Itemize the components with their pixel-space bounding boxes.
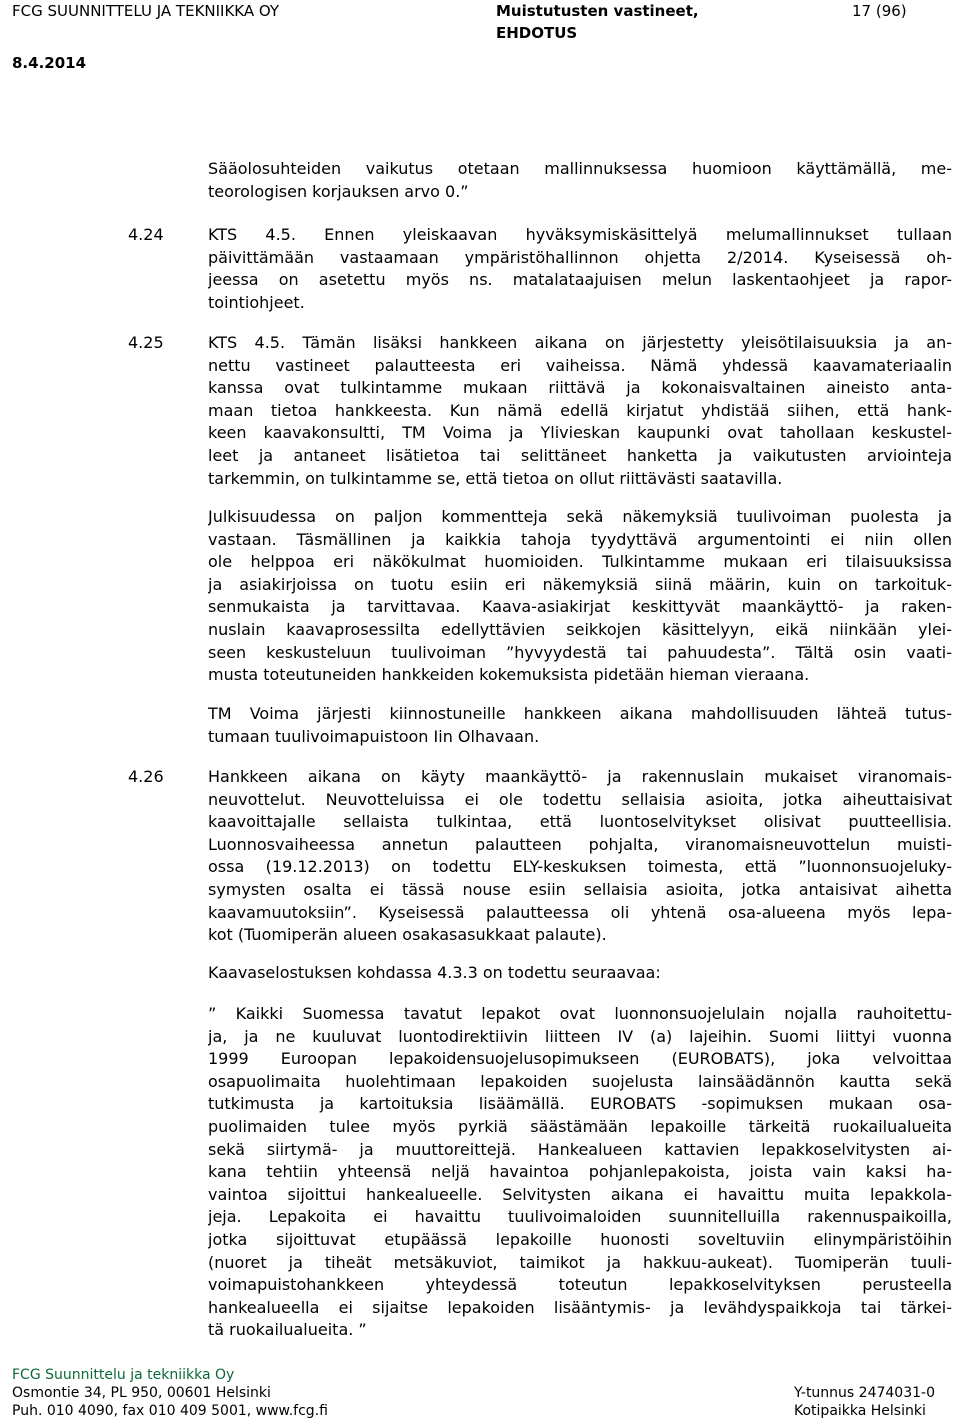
text-line: puolimaiden tulee myös pyrkiä säästämään lepakoille tärkeitä ruokailualueita: [208, 1116, 952, 1136]
intro-paragraph: [208, 158, 952, 203]
text-line: nuslain kaavaprosessilta edellyttävien seikkojen käsittelyyn, eikä niinkään ylei-: [208, 619, 952, 639]
text-line: vaintoa sijoittui hankealueelle. Selvitysten aikana ei havaittu muita lepakkola-: [208, 1184, 952, 1204]
text-line: (nuoret ja tiheät metsäkuviot, taimikot ja hakkuu-aukeat). Tuomiperän tuuli-: [208, 1252, 952, 1272]
text-line: voimapuistohankkeen yhteydessä toteutun lepakkoselvityksen perusteella: [208, 1275, 952, 1295]
section-4-26-quote: [208, 1003, 952, 1342]
text-line: KTS 4.5. Tämän lisäksi hankkeen aikana on järjestetty yleisötilaisuuksia ja an-: [208, 333, 952, 352]
text-line: kanssa ovat tulkintamme mukaan riittävä ja kokonaisvaltainen aineisto anta-: [208, 378, 952, 398]
text-line: nettu vastineet palautteesta eri vaiheissa. Nämä yhdessä kaavamateriaalin: [208, 355, 952, 375]
text-line: musta toteutuneiden hankkeiden kokemuksista pidetään hieman vieraana.: [208, 665, 810, 685]
footer-business-id: Y-tunnus 2474031-0: [794, 1385, 935, 1401]
text-line: tointiohjeet.: [208, 292, 305, 312]
text-line: ja asiakirjoissa on tuotu esiin eri näkemyksiä siinä määrin, kuin on tarkoituk-: [208, 574, 952, 594]
footer-domicile: Kotipaikka Helsinki: [794, 1403, 926, 1419]
text-line: ja, ja ne kuuluvat luontodirektiivin liitteen IV (a) lajeihin. Suomi liittyi vuonna: [208, 1026, 952, 1046]
text-line: tumaan tuulivoimapuistoon Iin Olhavaan.: [208, 726, 540, 746]
text-line: jotka sijoittuvat etupäässä lepakoille huonosti soveltuviin elinympäristöihin: [208, 1229, 952, 1249]
text-line: jeessa on asetettu myös ns. matalataajuisen melun laskentaohjeet ja rapor-: [208, 270, 952, 290]
text-line: Julkisuudessa on paljon kommentteja sekä näkemyksiä tuulivoiman puolesta ja: [208, 507, 952, 526]
section-number-4-26: 4.26: [128, 767, 164, 786]
header-title-line2: EHDOTUS: [496, 24, 578, 42]
text-line: jeja. Lepakoita ei havaittu tuulivoimaloiden suunnitelluilla rakennuspaikoilla,: [208, 1207, 952, 1227]
text-line: senmukaista ja tarvittavaa. Kaava-asiakirjat keskittyvät maankäyttö- ja raken-: [208, 597, 952, 617]
text-line: osapuolimaita huolehtimaan lepakoiden suojelusta lainsäädännön kautta sekä: [208, 1071, 952, 1091]
text-line: kot (Tuomiperän alueen osakasasukkaat palaute).: [208, 925, 607, 945]
footer-company: FCG Suunnittelu ja tekniikka Oy: [12, 1367, 235, 1383]
section-4-26-paragraph-2: [208, 962, 952, 985]
text-line: kaavoittajalle sellaista tulkintaa, että luontoselvitykset olisivat puutteellisia.: [208, 812, 952, 832]
text-line: leet ja antaneet lisätietoa tai selittäneet hanketta ja vaikutusten arviointeja: [208, 445, 952, 465]
text-line: ” Kaikki Suomessa tavatut lepakot ovat luonnonsuojelulain nojalla rauhoitettu-: [208, 1004, 952, 1023]
text-line: kaavamuutoksiin”. Kyseisessä palautteessa oli yhtenä osa-alueena myös lepa-: [208, 902, 952, 922]
section-4-24-paragraph: [208, 224, 952, 314]
text-line: 1999 Euroopan lepakoidensuojelusopimukseen (EUROBATS), joka velvoittaa: [208, 1049, 952, 1069]
text-line: tutkimusta ja kartoituksia lisäämällä. EUROBATS -sopimuksen mukaan osa-: [208, 1094, 952, 1114]
text-line: päivittämään vastaamaan ympäristöhallinnon ohjetta 2/2014. Kyseisessä oh-: [208, 247, 952, 267]
text-line: KTS 4.5. Ennen yleiskaavan hyväksymiskäsittelyä melumallinnukset tullaan: [208, 225, 952, 244]
footer-address: Osmontie 34, PL 950, 00601 Helsinki: [12, 1385, 271, 1401]
text-line: hankealueella ei sijaitse lepakoiden lisääntymis- ja levähdyspaikkoja tai tärkei-: [208, 1297, 952, 1317]
section-number-4-24: 4.24: [128, 225, 164, 244]
text-line: sekä siirtymä- ja muuttoreittejä. Hankealueen kattavien lepakkoselvitysten ai-: [208, 1139, 952, 1159]
text-line: keen kaavakonsultti, TM Voima ja Ylivieskan kaupunki ovat tahollaan keskustel-: [208, 423, 952, 443]
header-title: [496, 0, 699, 44]
text-line: neuvottelut. Neuvotteluissa ei ole todettu sellaisia asioita, jotka aiheuttaisivat: [208, 789, 952, 809]
section-4-25-paragraph-1: [208, 332, 952, 490]
text-line: Luonnosvaiheessa annetun palautteen pohjalta, viranomaisneuvottelun muisti-: [208, 834, 952, 854]
text-line: TM Voima järjesti kiinnostuneille hankkeen aikana mahdollisuuden lähteä tutus-: [208, 704, 952, 723]
text-line: vastaan. Täsmällinen ja kaikkia tahoja tyydyttävä argumentointi ei niin ollen: [208, 529, 952, 549]
text-line: symysten osalta ei tässä nouse esiin sellaisia asioita, jotka antaisivat aihetta: [208, 879, 952, 899]
text-line: ossa (19.12.2013) on todettu ELY-keskuksen toimesta, että ”luonnonsuojeluky-: [208, 857, 952, 877]
section-4-25-paragraph-3: [208, 703, 952, 748]
text-line: kana tehtiin yhteensä neljä havaintoa pohjanlepakoista, joista vain kaksi ha-: [208, 1162, 952, 1182]
text-line: Kaavaselostuksen kohdassa 4.3.3 on todettu seuraavaa:: [208, 963, 661, 982]
header-date: 8.4.2014: [12, 54, 87, 72]
header-title-line1: Muistutusten vastineet,: [496, 2, 699, 20]
section-4-26-paragraph-1: [208, 766, 952, 947]
header-company: FCG SUUNNITTELU JA TEKNIIKKA OY: [12, 2, 280, 20]
text-line: ole helppoa eri näkökulmat huomioiden. Tulkintamme mukaan eri tilaisuuksissa: [208, 552, 952, 572]
section-number-4-25: 4.25: [128, 333, 164, 352]
text-line: Hankkeen aikana on käyty maankäyttö- ja rakennuslain mukaiset viranomais-: [208, 767, 952, 786]
header-page-number: 17 (96): [852, 2, 907, 20]
text-line: maan tietoa hankkeesta. Kun nämä edellä kirjatut yhdistää siihen, että hank-: [208, 400, 952, 420]
text-line: tä ruokailualueita. ”: [208, 1320, 367, 1340]
footer-contact: Puh. 010 4090, fax 010 409 5001, www.fcg.fi: [12, 1403, 328, 1419]
text-line: seen keskusteluun tuulivoiman ”hyvyydestä tai pahuudesta”. Tältä osin vaati-: [208, 642, 952, 662]
text-line: Sääolosuhteiden vaikutus otetaan mallinnuksessa huomioon käyttämällä, me-: [208, 159, 952, 178]
text-line: tarkemmin, on tulkintamme se, että tietoa on ollut riittävästi saatavilla.: [208, 468, 783, 488]
section-4-25-paragraph-2: [208, 506, 952, 687]
text-line: teorologisen korjauksen arvo 0.”: [208, 181, 469, 201]
